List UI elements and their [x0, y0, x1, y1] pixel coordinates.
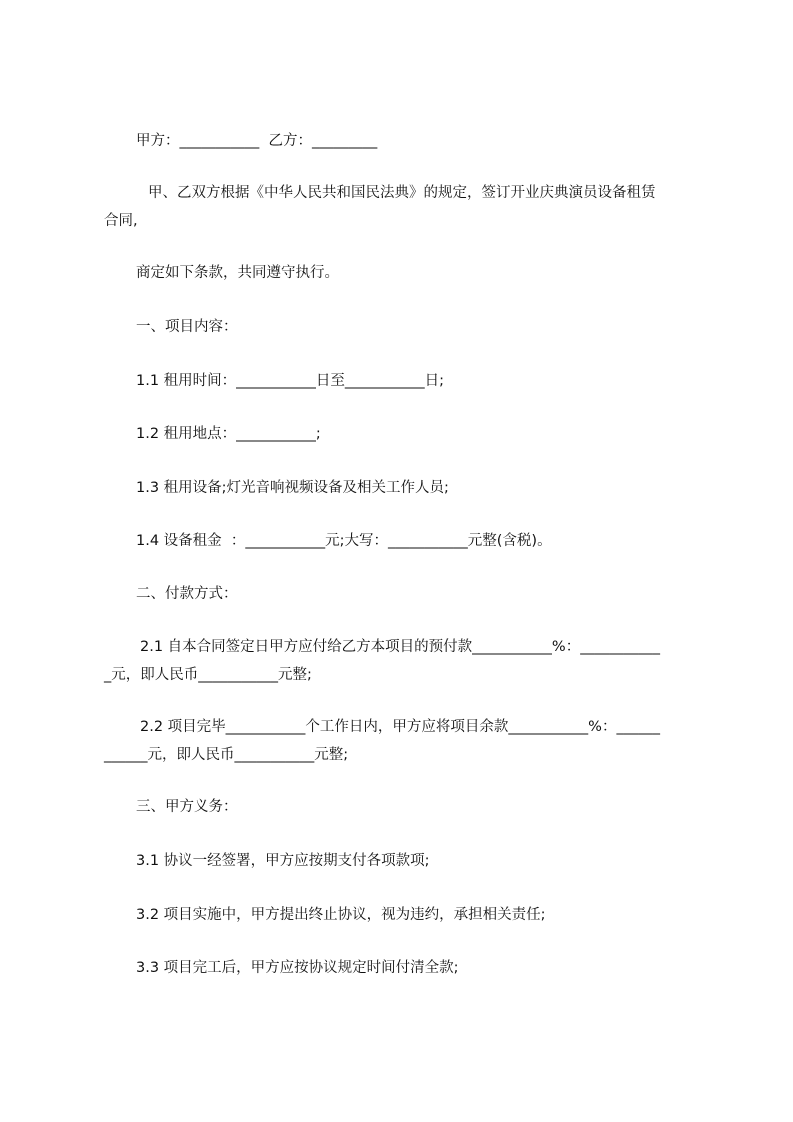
item-1-3: 1.3 租用设备;灯光音响视频设备及相关工作人员; [136, 480, 449, 496]
section-3-title: 三、甲方义务： [136, 799, 238, 815]
item-1-2: 1.2 租用地点：___________; [136, 426, 321, 442]
section-2-title: 二、付款方式： [136, 586, 238, 602]
parties-line: 甲方：___________ 乙方：_________ [136, 133, 378, 149]
intro-line-2: 合同, [104, 213, 138, 229]
intro-line-1: 甲、乙双方根据《中华人民共和国民法典》的规定，签订开业庆典演员设备租赁 [148, 185, 656, 201]
item-3-3: 3.3 项目完工后，甲方应按协议规定时间付清全款; [136, 960, 459, 976]
item-2-1-line-1: 2.1 自本合同签定日甲方应付给乙方本项目的预付款___________%：___________ [140, 639, 660, 655]
item-2-2-line-2: ______元，即人民币___________元整; [104, 747, 349, 763]
agreement-line: 商定如下条款，共同遵守执行。 [136, 265, 339, 281]
item-3-2: 3.2 项目实施中，甲方提出终止协议，视为违约，承担相关责任; [136, 907, 546, 923]
section-1-title: 一、项目内容： [136, 319, 238, 335]
item-1-4: 1.4 设备租金 ：___________元;大写：___________元整(含税)。 [136, 533, 552, 549]
item-2-2-line-1: 2.2 项目完毕___________个工作日内，甲方应将项目余款___________%：______ [140, 719, 660, 735]
item-2-1-line-2: _元，即人民币___________元整; [104, 667, 312, 683]
item-1-1: 1.1 租用时间：___________日至___________日; [136, 373, 445, 389]
item-3-1: 3.1 协议一经签署，甲方应按期支付各项款项; [136, 853, 430, 869]
